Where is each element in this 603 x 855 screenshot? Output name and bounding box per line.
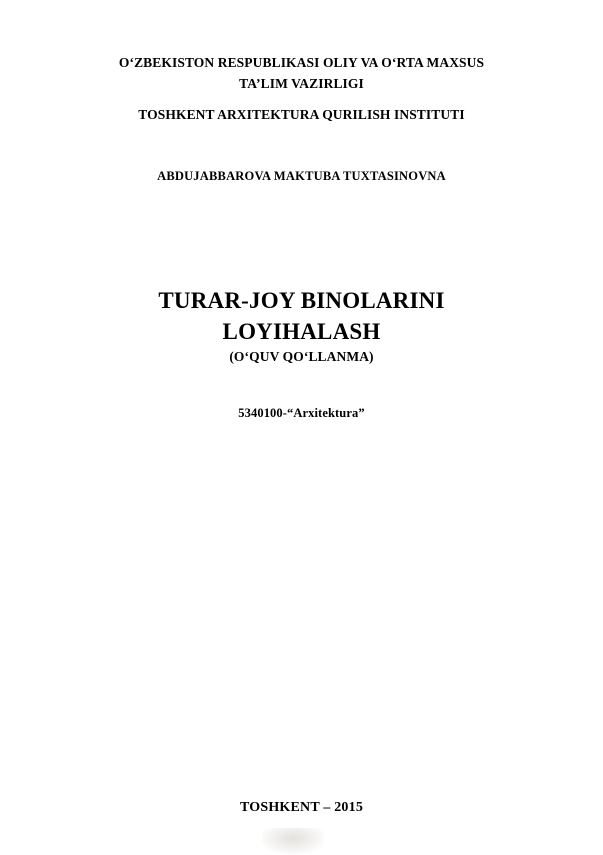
title-line-2: LOYIHALASH bbox=[222, 319, 381, 344]
ministry-line-1: O‘ZBEKISTON RESPUBLIKASI OLIY VA O‘RTA MAXSUS bbox=[118, 55, 485, 70]
subtitle: (O‘QUV QO‘LLANMA) bbox=[229, 349, 374, 364]
page-title bbox=[0, 285, 603, 347]
footer-place-year: TOSHKENT – 2015 bbox=[239, 800, 364, 815]
institute-name: TOSHKENT ARXITEKTURA QURILISH INSTITUTI bbox=[138, 107, 465, 122]
ministry-line-2: TA’LIM VAZIRLIGI bbox=[239, 76, 364, 91]
specialty-code: 5340100-“Arxitektura” bbox=[238, 406, 365, 420]
page-smudge bbox=[262, 828, 324, 854]
author-name: ABDUJABBAROVA MAKTUBA TUXTASINOVNA bbox=[157, 169, 446, 183]
title-line-1: TURAR-JOY BINOLARINI bbox=[158, 288, 445, 313]
ministry-heading bbox=[0, 52, 603, 94]
